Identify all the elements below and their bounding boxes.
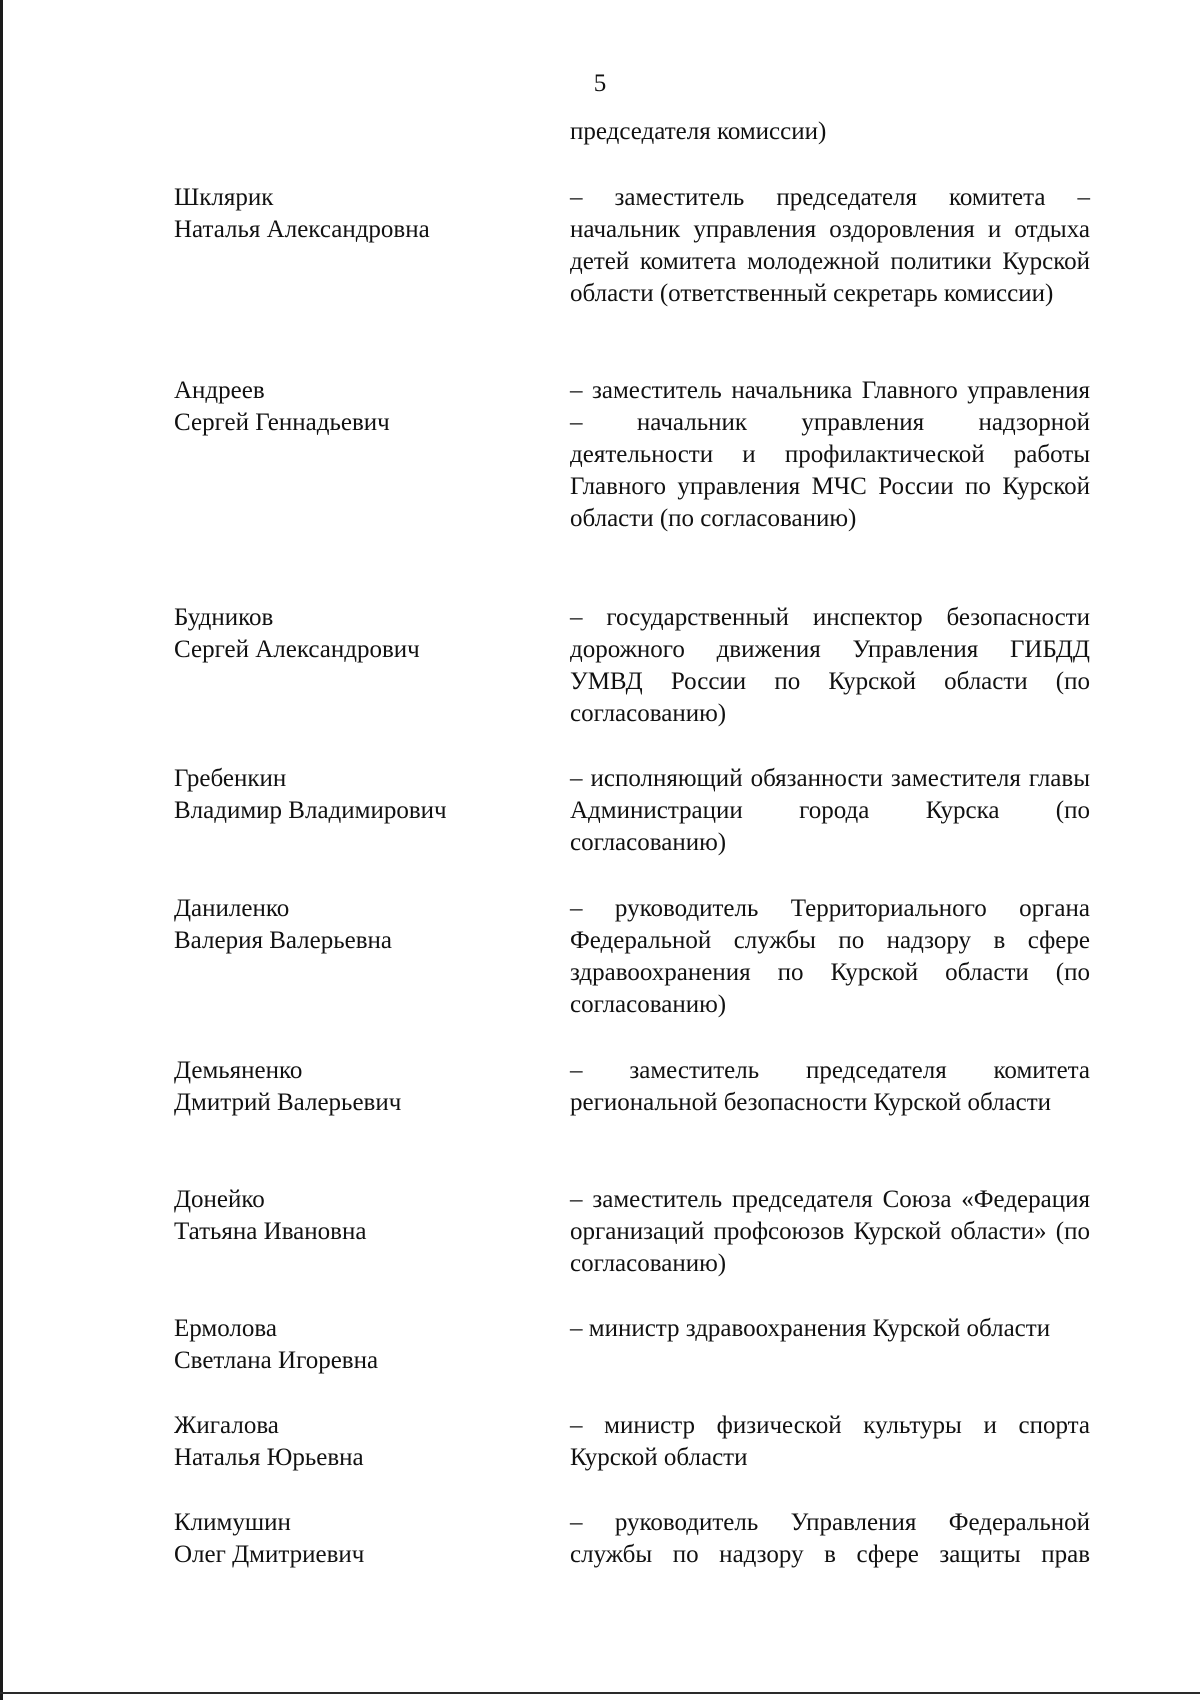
member-surname: Андреев: [174, 377, 265, 404]
member-entry: [174, 1313, 1090, 1377]
member-name: [174, 602, 570, 730]
page-number: 5: [593, 70, 607, 97]
member-entry: [174, 375, 1090, 535]
member-given-names: Наталья Александровна: [174, 216, 430, 243]
member-name: [174, 1055, 570, 1119]
member-entry: [174, 893, 1090, 1021]
member-given-names: Владимир Владимирович: [174, 797, 447, 824]
member-role: – исполняющий обязанности заместителя главы Администрации города Курска (по согласованию): [570, 765, 1090, 856]
member-given-names: Валерия Валерьевна: [174, 927, 393, 954]
member-surname: Донейко: [174, 1186, 265, 1213]
member-entry: [174, 763, 1090, 859]
member-surname: Ермолова: [174, 1315, 277, 1342]
member-role: – заместитель председателя Союза «Федерация организаций профсоюзов Курской области» (по согласованию): [570, 1186, 1090, 1277]
member-name: [174, 1313, 570, 1377]
member-given-names: Сергей Геннадьевич: [174, 409, 390, 436]
member-surname: Жигалова: [174, 1412, 279, 1439]
scan-edge-left: [0, 0, 3, 1700]
member-role: – государственный инспектор безопасности дорожного движения Управления ГИБДД УМВД России по Курской области (по согласованию): [570, 604, 1090, 727]
member-surname: Будников: [174, 604, 274, 631]
member-given-names: Светлана Игоревна: [174, 1347, 379, 1374]
member-given-names: Олег Дмитриевич: [174, 1541, 365, 1568]
member-role: – заместитель председателя комитета региональной безопасности Курской области: [570, 1057, 1090, 1116]
member-name: [174, 763, 570, 859]
member-entry: [174, 1507, 1090, 1571]
member-given-names: Дмитрий Валерьевич: [174, 1089, 402, 1116]
member-name: [174, 1410, 570, 1474]
member-role: – заместитель начальника Главного управления – начальник управления надзорной деятельности и профилактической работы Главного управления МЧС России по Курской области (по согласованию): [570, 377, 1090, 532]
member-role: – министр здравоохранения Курской области: [570, 1315, 1051, 1342]
member-name: [174, 375, 570, 535]
member-entry: [174, 1055, 1090, 1119]
member-given-names: Сергей Александрович: [174, 636, 420, 663]
member-entry: [174, 602, 1090, 730]
member-surname: Демьяненко: [174, 1057, 303, 1084]
member-name: [174, 1184, 570, 1280]
scan-edge-bottom: [0, 1692, 1200, 1694]
member-role: – заместитель председателя комитета – начальник управления оздоровления и отдыха детей комитета молодежной политики Курской области (ответственный секретарь комиссии): [570, 184, 1090, 307]
member-role: – руководитель Управления Федеральной службы по надзору в сфере защиты прав: [570, 1509, 1090, 1568]
member-surname: Гребенкин: [174, 765, 287, 792]
member-role: – руководитель Территориального органа Федеральной службы по надзору в сфере здравоохранения по Курской области (по согласованию): [570, 895, 1090, 1018]
member-entry: [174, 1184, 1090, 1280]
member-name: [174, 1507, 570, 1571]
member-surname: Климушин: [174, 1509, 291, 1536]
member-given-names: Татьяна Ивановна: [174, 1218, 367, 1245]
member-name: [174, 182, 570, 310]
continuation-text: председателя комиссии): [570, 118, 827, 145]
member-entry: [174, 182, 1090, 310]
member-name: [174, 893, 570, 1021]
member-surname: Шклярик: [174, 184, 274, 211]
member-surname: Даниленко: [174, 895, 290, 922]
member-entry: [174, 1410, 1090, 1474]
member-given-names: Наталья Юрьевна: [174, 1444, 364, 1471]
member-role: – министр физической культуры и спорта Курской области: [570, 1412, 1090, 1471]
